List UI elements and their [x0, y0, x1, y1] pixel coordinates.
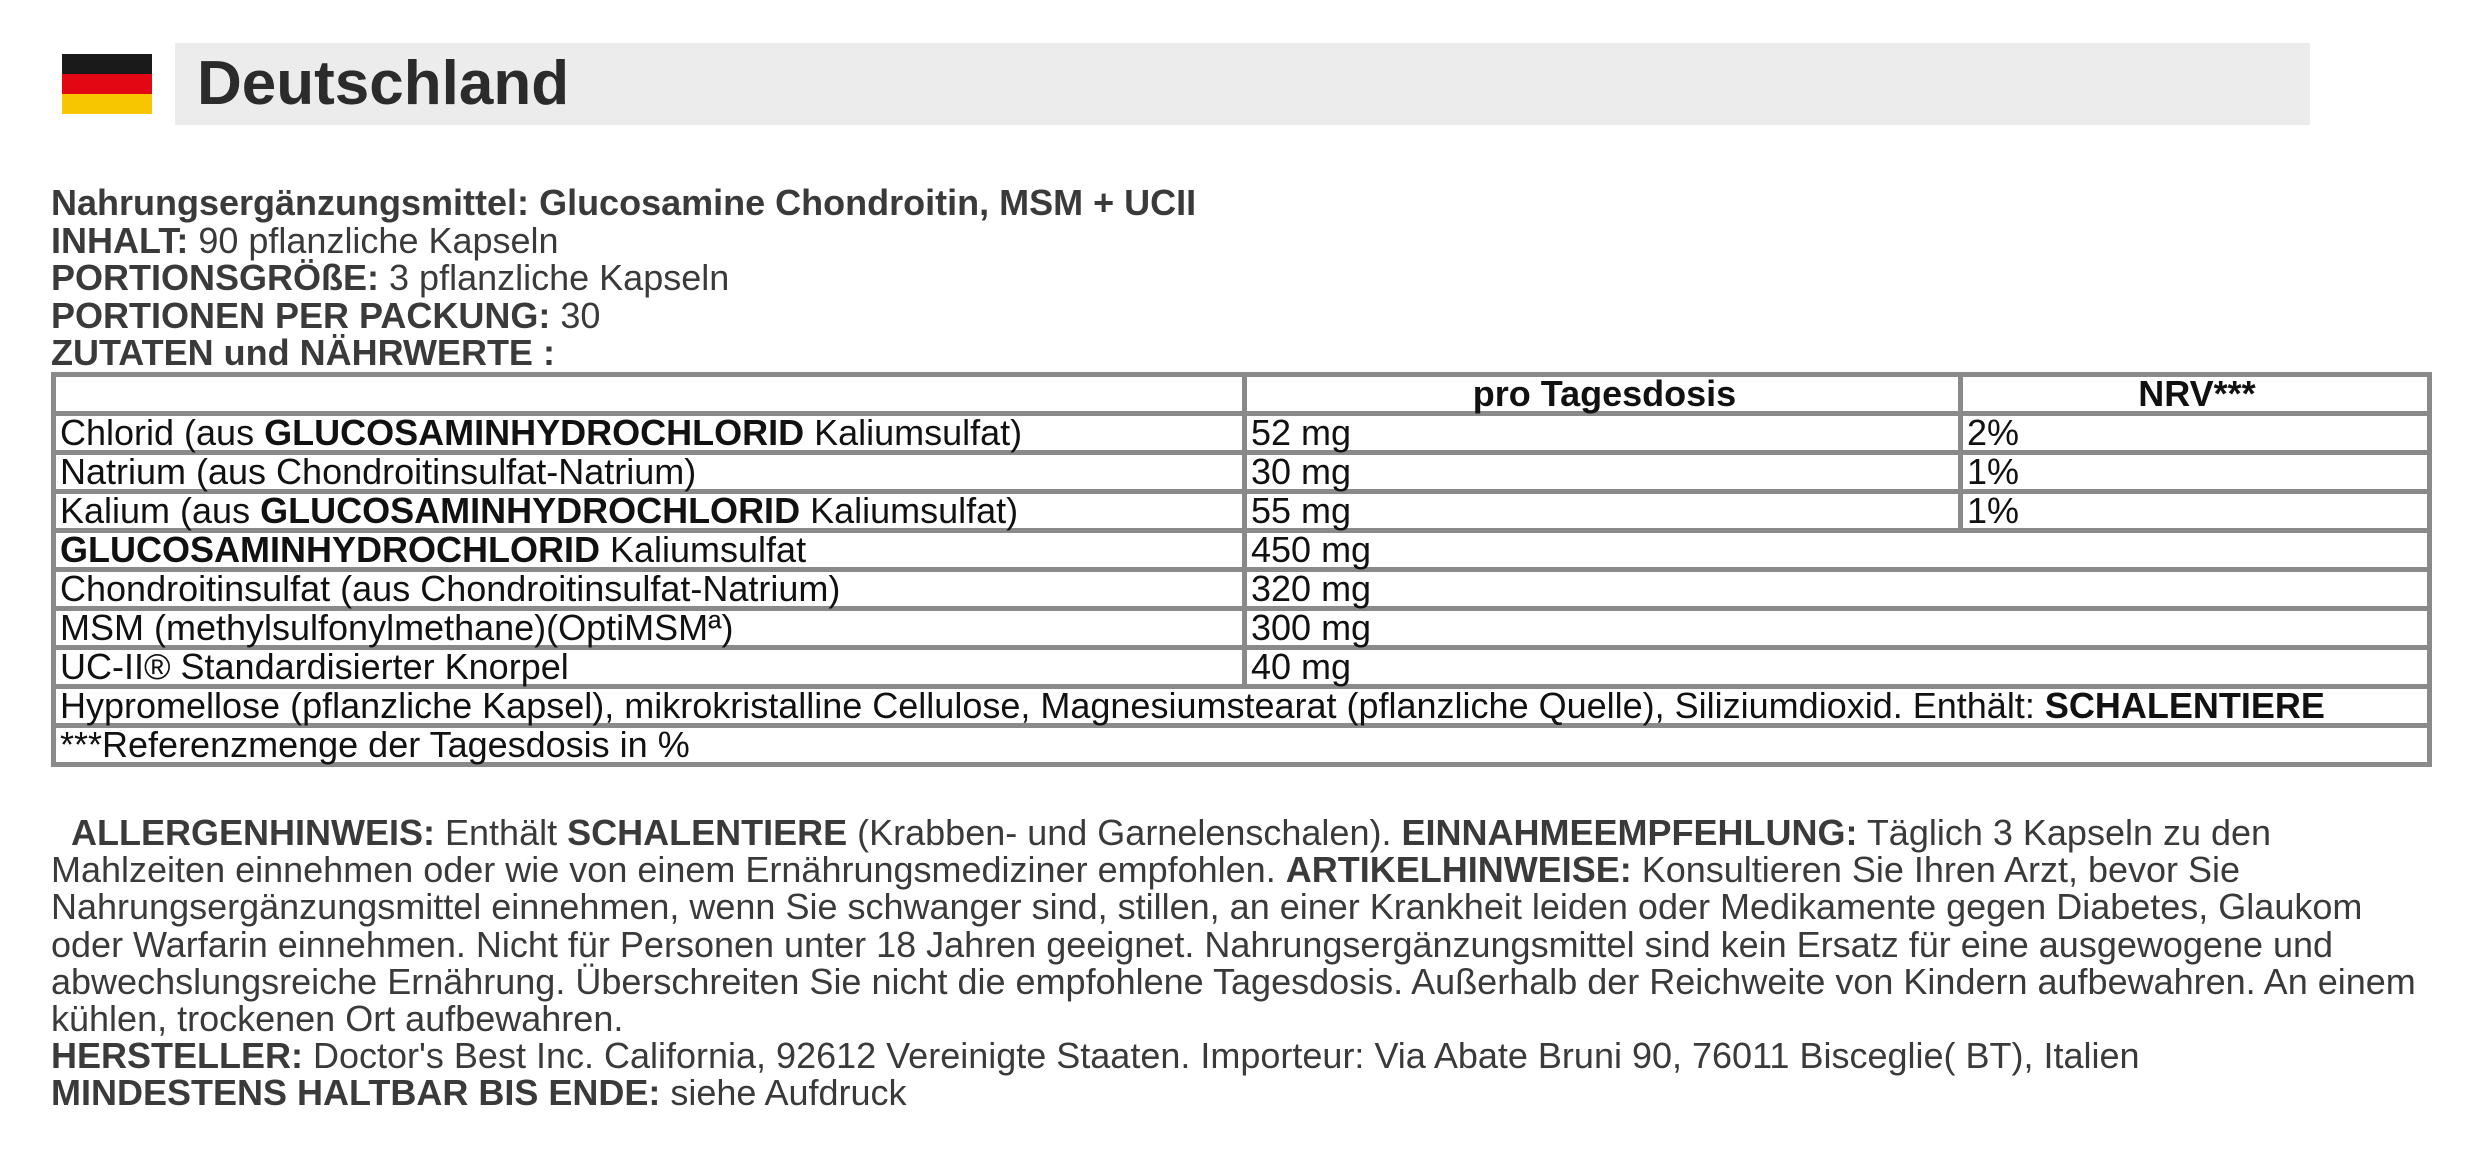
manufacturer-text: Doctor's Best Inc. California, 92612 Vereinigte Staaten. Importeur: Via Abate Bruni 90, 76011 Bisceglie( BT), Italien [303, 1035, 2140, 1077]
footnote-row [54, 726, 2430, 765]
ingredient-name: UC-II® Standardisierter Knorpel [54, 648, 1245, 687]
allergen-label: ALLERGENHINWEIS: [71, 812, 436, 853]
flag-stripe-red [62, 74, 152, 94]
header-cell-nrv: NRV*** [1961, 375, 2430, 414]
country-header [175, 43, 2310, 125]
table-row [54, 648, 2430, 687]
header-cell-dose: pro Tagesdosis [1245, 375, 1961, 414]
ingredient-dose: 300 mg [1245, 609, 2430, 648]
ingredients-line [51, 334, 1196, 372]
product-info [51, 184, 1196, 372]
product-line [51, 184, 1196, 222]
ingredient-nrv: 1% [1961, 453, 2430, 492]
best-before-line [51, 1072, 2441, 1114]
content-line [51, 219, 1196, 261]
servings-line [51, 294, 1196, 336]
ingredient-name: MSM (methylsulfonylmethane)(OptiMSMª) [54, 609, 1245, 648]
ingredient-dose: 320 mg [1245, 570, 2430, 609]
product-name: Glucosamine Chondroitin, MSM + UCII [539, 182, 1197, 223]
ingredient-name: Kalium (aus GLUCOSAMINHYDROCHLORID Kaliumsulfat) [54, 492, 1245, 531]
portion-label: PORTIONSGRÖßE: [51, 257, 380, 298]
nutrition-table [51, 372, 2432, 767]
ingredient-dose: 55 mg [1245, 492, 1961, 531]
notes-text: Konsultieren Sie Ihren Arzt, bevor Sie Nahrungsergänzungsmittel einnehmen, wenn Sie schwanger sind, stillen, an einer Krankheit leiden oder Medikamente gegen Diabetes, Glaukom oder Warfarin einnehmen. Nicht für Personen unter 18 Jahren geeignet. Nahrungsergänzungsmittel sind kein Ersatz für eine ausgewogene und abwechslungsreiche Ernährung. Überschreiten Sie nicht die empfohlene Tagesdosis. Außerhalb der Reichweite von Kindern aufbewahren. An einem kühlen, trockenen Ort aufbewahren. [51, 849, 2416, 1040]
ingredient-nrv: 2% [1961, 414, 2430, 453]
intake-label: EINNAHMEEMPFEHLUNG: [1401, 812, 1858, 853]
nrv-footnote: ***Referenzmenge der Tagesdosis in % [54, 726, 2430, 765]
product-notes [51, 814, 2441, 1112]
allergen-bold: SCHALENTIERE [567, 812, 848, 853]
germany-flag-icon [62, 54, 152, 114]
other-ingredients-row [54, 687, 2430, 726]
allergen-paragraph: ALLERGENHINWEIS: Enthält SCHALENTIERE (Krabben- und Garnelenschalen). EINNAHMEEMPFEHLUNG: Täglich 3 Kapseln zu den Mahlzeiten einnehmen oder wie von einem Ernährungsmediziner empfohlen. ARTIKELHINWEISE: Konsultieren Sie Ihren Arzt, bevor Sie Nahrungsergänzungsmittel einnehmen, wenn Sie schwanger sind, stillen, an einer Krankheit leiden oder Medikamente gegen Diabetes, Glaukom oder Warfarin einnehmen. Nicht für Personen unter 18 Jahren geeignet. Nahrungsergänzungsmittel sind kein Ersatz für eine ausgewogene und abwechslungsreiche Ernährung. Überschreiten Sie nicht die empfohlene Tagesdosis. Außerhalb der Reichweite von Kindern aufbewahren. An einem kühlen, trockenen Ort aufbewahren. [51, 812, 2416, 1040]
portion-line [51, 259, 1196, 297]
portion-value: 3 pflanzliche Kapseln [389, 257, 730, 298]
ingredient-name: Chlorid (aus GLUCOSAMINHYDROCHLORID Kaliumsulfat) [54, 414, 1245, 453]
manufacturer-label: HERSTELLER: [51, 1035, 303, 1077]
page-title: Deutschland [197, 49, 570, 118]
other-ingredients: Hypromellose (pflanzliche Kapsel), mikrokristalline Cellulose, Magnesiumstearat (pflanzliche Quelle), Siliziumdioxid. Enthält: SCHALENTIERE [54, 687, 2430, 726]
ingredient-dose: 52 mg [1245, 414, 1961, 453]
ingredient-name: Natrium (aus Chondroitinsulfat-Natrium) [54, 453, 1245, 492]
servings-label: PORTIONEN PER PACKUNG: [51, 294, 551, 336]
ingredient-name: GLUCOSAMINHYDROCHLORID Kaliumsulfat [54, 531, 1245, 570]
ingredient-name: Chondroitinsulfat (aus Chondroitinsulfat-Natrium) [54, 570, 1245, 609]
ingredient-dose: 450 mg [1245, 531, 2430, 570]
flag-stripe-gold [62, 94, 152, 114]
table-header-row [54, 375, 2430, 414]
content-label: INHALT: [51, 219, 189, 261]
content-value: 90 pflanzliche Kapseln [198, 219, 559, 261]
table-row [54, 492, 2430, 531]
notes-label: ARTIKELHINWEISE: [1285, 849, 1632, 891]
header-cell-name [54, 375, 1245, 414]
product-label: Nahrungsergänzungsmittel: [51, 182, 530, 223]
ingredient-dose: 40 mg [1245, 648, 2430, 687]
table-row [54, 531, 2430, 570]
servings-value: 30 [560, 294, 601, 336]
flag-stripe-black [62, 54, 152, 74]
ingredients-label: ZUTATEN und NÄHRWERTE : [51, 332, 555, 373]
ingredient-dose: 30 mg [1245, 453, 1961, 492]
ingredient-nrv: 1% [1961, 492, 2430, 531]
table-row [54, 609, 2430, 648]
table-row [54, 453, 2430, 492]
table-row [54, 414, 2430, 453]
table-row [54, 570, 2430, 609]
manufacturer-line [51, 1035, 2441, 1077]
intake-text: Täglich 3 Kapseln zu den Mahlzeiten einnehmen oder wie von einem Ernährungsmediziner empfohlen. [51, 812, 2272, 891]
best-before-text: siehe Aufdruck [660, 1072, 907, 1114]
best-before-label: MINDESTENS HALTBAR BIS ENDE: [51, 1072, 661, 1114]
